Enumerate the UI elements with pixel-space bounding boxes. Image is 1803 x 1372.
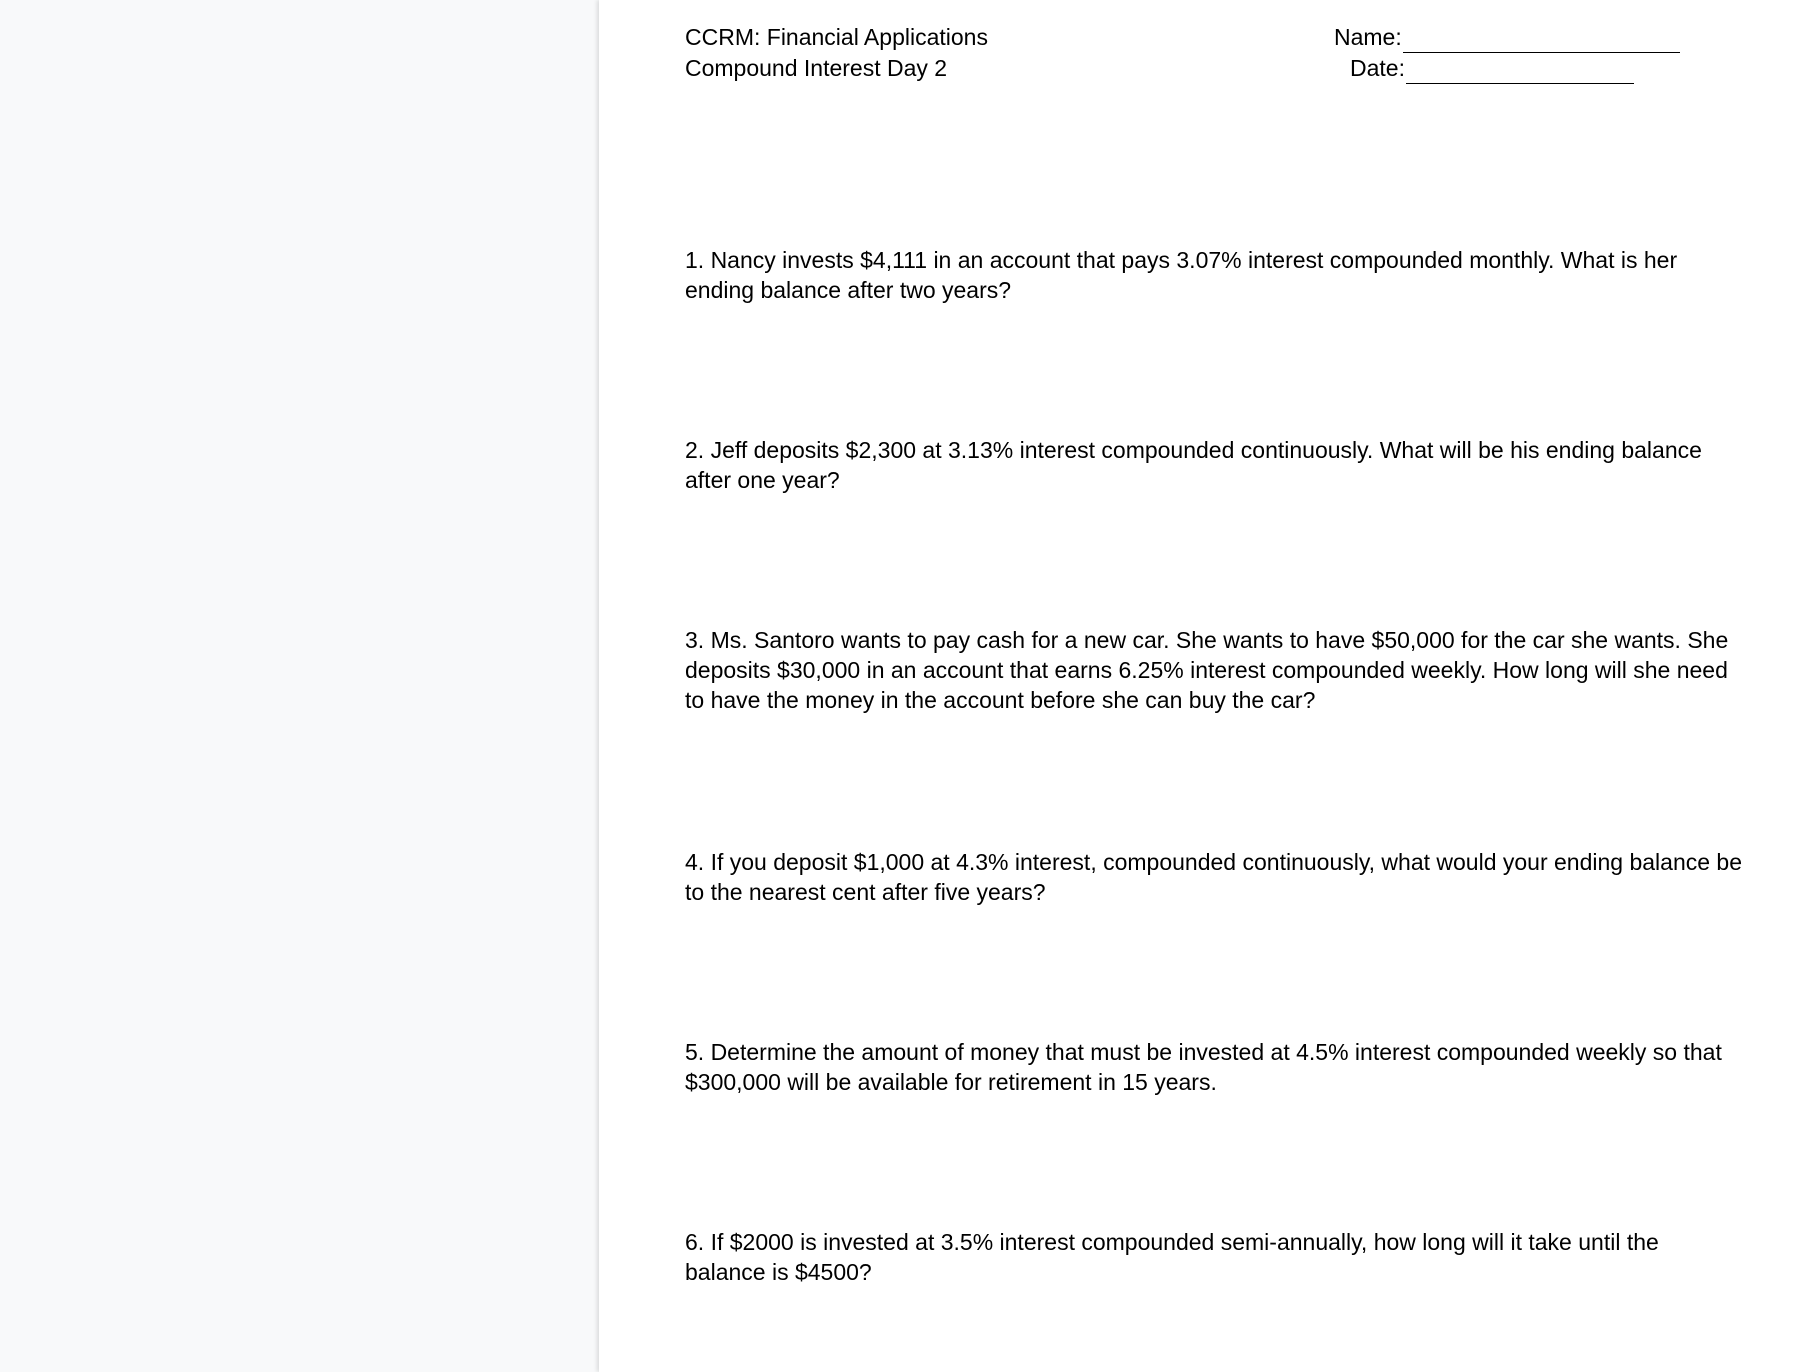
question-3: 3. Ms. Santoro wants to pay cash for a new car. She wants to have $50,000 for the car she wants. She deposits $30,000 in an account that earns 6.25% interest compounded weekly. How long will she need to have the money in the account before she can buy the car?: [685, 627, 1729, 713]
date-field: [1334, 53, 1680, 84]
question-5: 5. Determine the amount of money that must be invested at 4.5% interest compounded weekly so that $300,000 will be available for retirement in 15 years.: [685, 1039, 1722, 1095]
header-left: [685, 22, 988, 84]
header-right: [1334, 22, 1680, 84]
question-4: 4. If you deposit $1,000 at 4.3% interest, compounded continuously, what would your ending balance be to the nearest cent after five years?: [685, 849, 1743, 905]
name-label: Name:: [1334, 24, 1402, 50]
name-blank-line: [1403, 28, 1680, 53]
question-1: 1. Nancy invests $4,111 in an account that pays 3.07% interest compounded monthly. What is her ending balance after two years?: [685, 247, 1678, 303]
course-title: CCRM: Financial Applications: [685, 24, 988, 50]
lesson-title: Compound Interest Day 2: [685, 55, 948, 81]
name-field: [1334, 22, 1680, 53]
question-6: 6. If $2000 is invested at 3.5% interest compounded semi-annually, how long will it take until the balance is $4500?: [685, 1229, 1659, 1285]
document-page: [599, 0, 1803, 1372]
question-2: 2. Jeff deposits $2,300 at 3.13% interest compounded continuously. What will be his ending balance after one year?: [685, 437, 1702, 493]
date-label: Date:: [1350, 55, 1405, 81]
date-blank-line: [1406, 59, 1634, 84]
